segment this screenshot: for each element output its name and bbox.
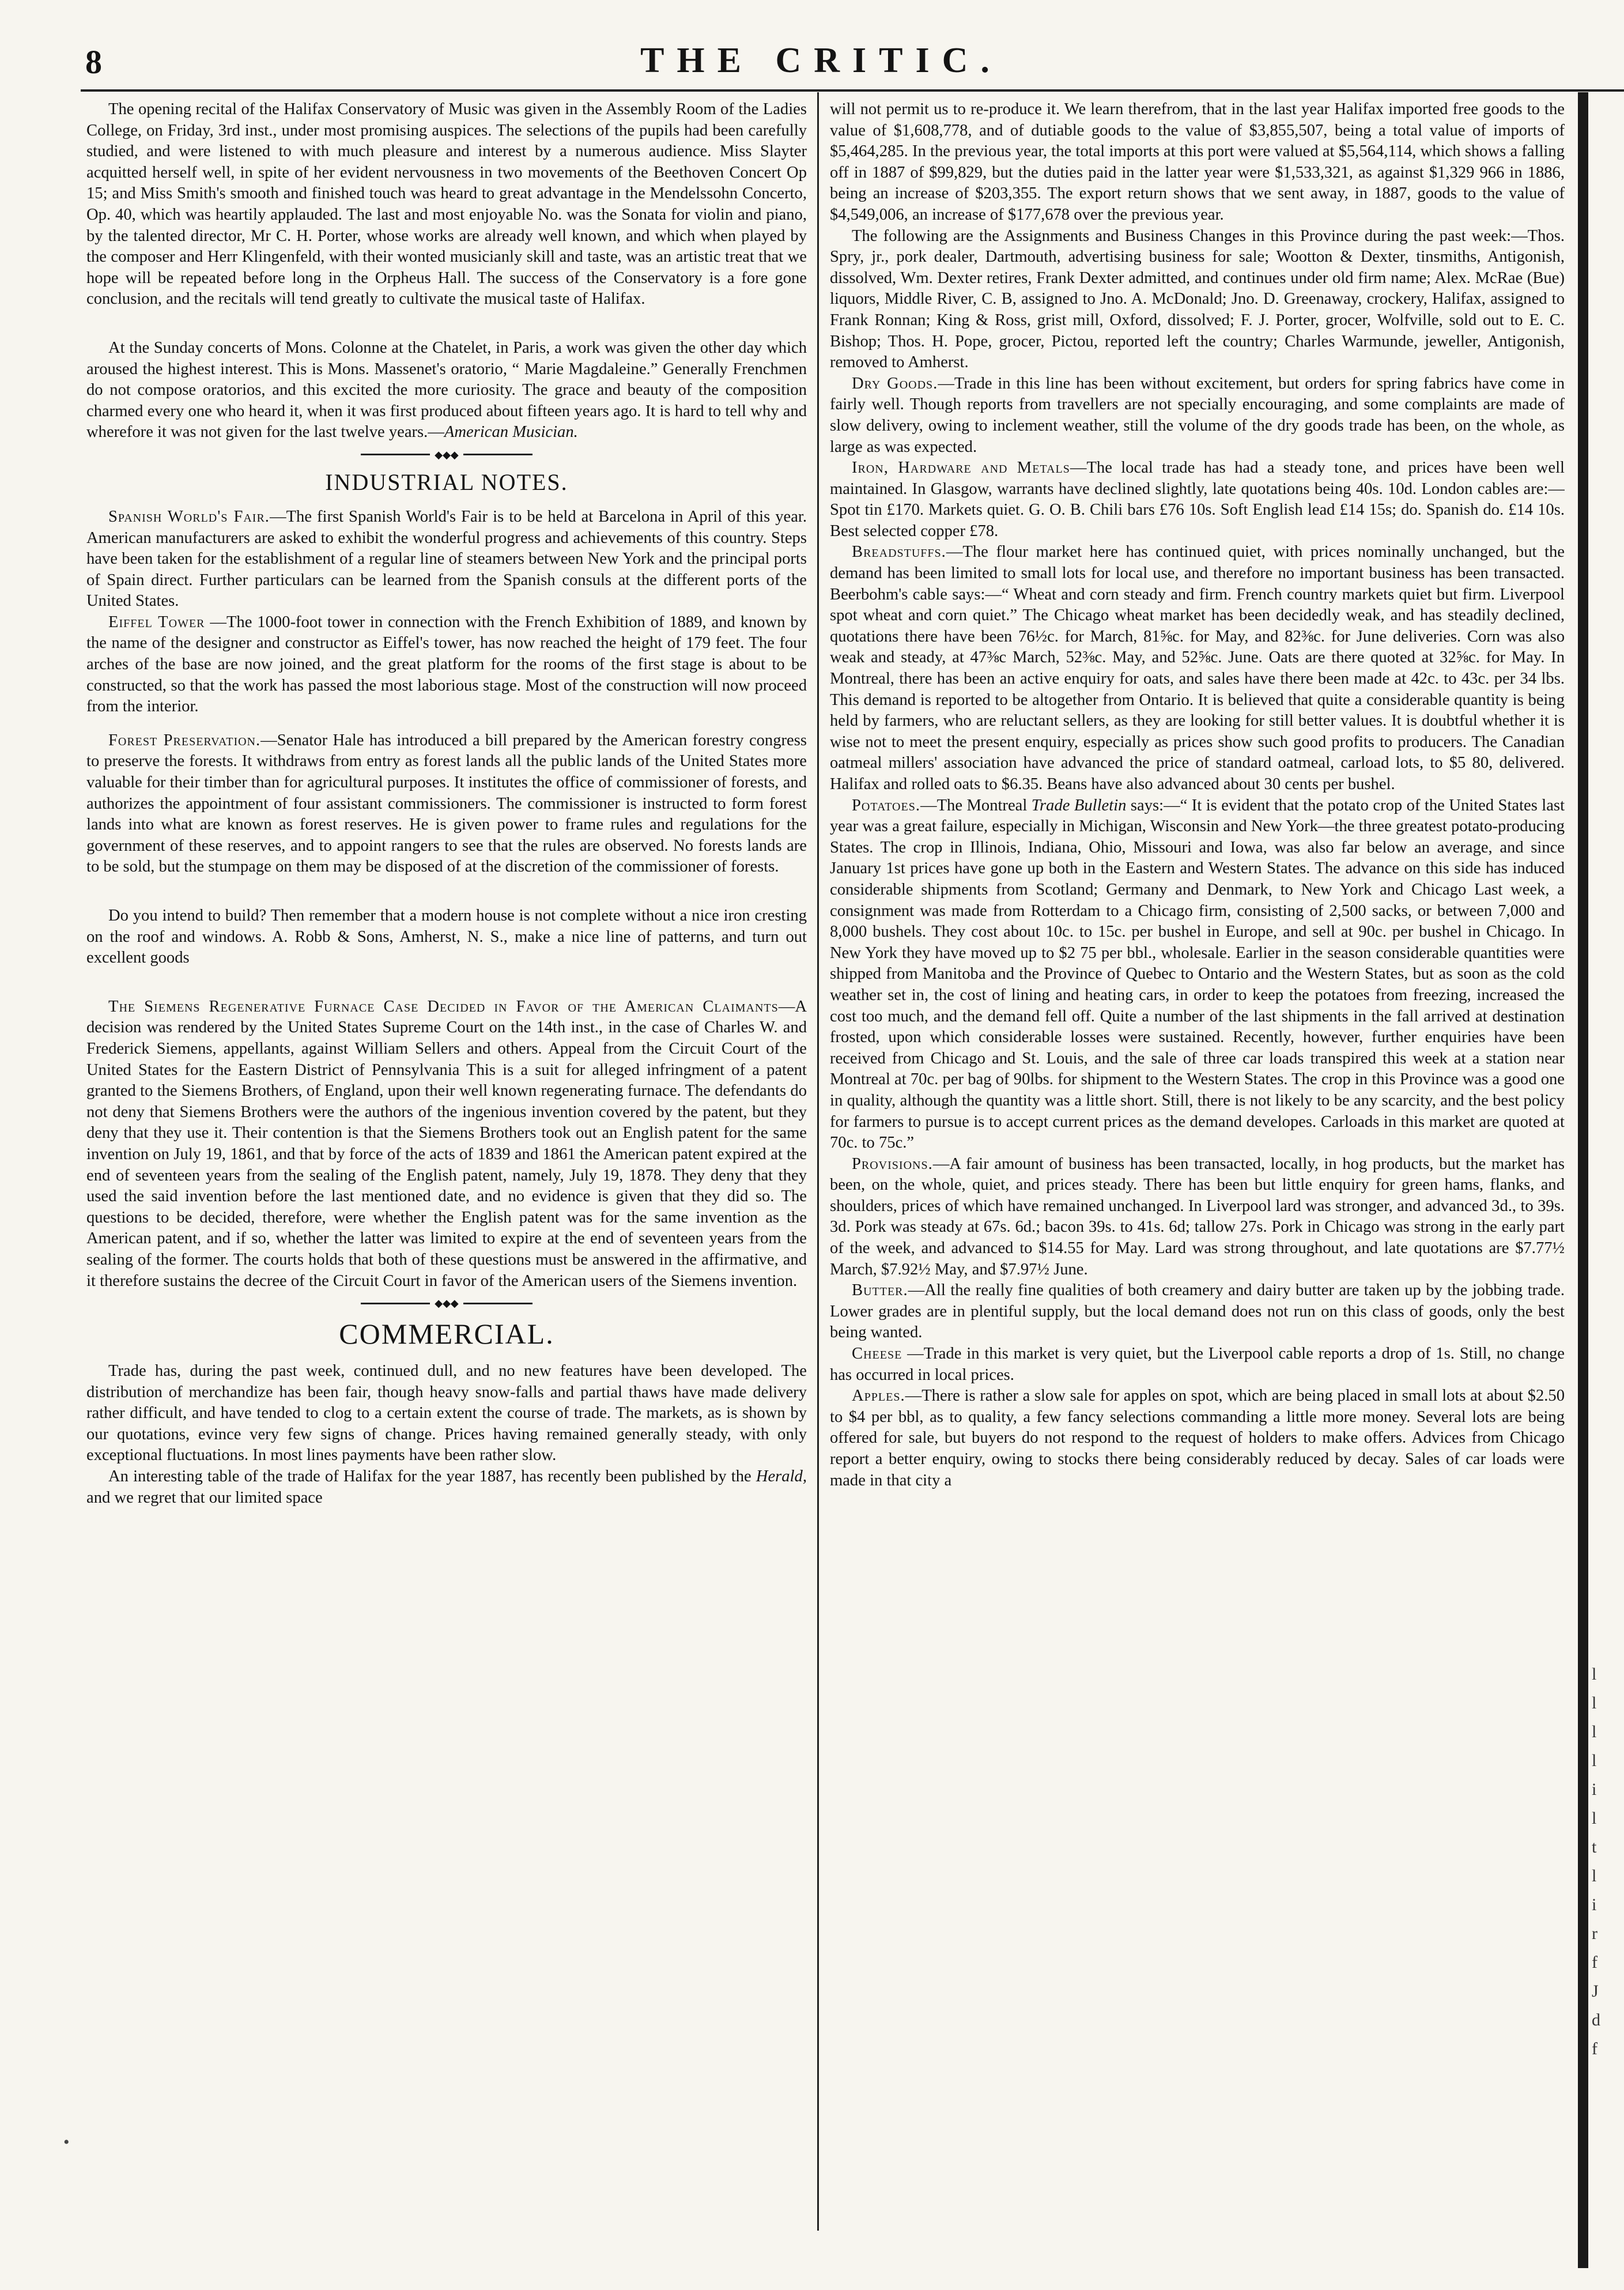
column-divider [817,92,819,2231]
cheese-text: —Trade in this market is very quiet, but the Liverpool cable reports a drop of 1s. Still, no change has occurred in local prices. [830,1345,1565,1384]
iron-heading: Iron, Hardware and Metals [852,459,1070,477]
potatoes-paragraph [830,795,1565,1154]
newspaper-title: THE CRITIC. [640,41,1002,80]
margin-letter: f [1592,1953,1597,1972]
adjacent-page-margin [1592,1660,1615,2063]
masthead [81,40,1562,86]
commercial-trade-table [86,1466,807,1508]
spanish-fair-heading: Spanish World's Fair. [108,507,270,526]
trade-table-text: An interesting table of the trade of Halifax for the year 1887, has recently been published by the [108,1467,756,1486]
dry-goods-paragraph [830,374,1565,458]
section-ornament: ◆◆◆ [86,448,807,462]
margin-letter: l [1592,1722,1597,1741]
butter-heading: Butter. [852,1281,908,1300]
spanish-fair-article [86,507,807,612]
margin-letter: l [1592,1866,1597,1885]
eiffel-tower-text: —The 1000-foot tower in connection with the French Exhibition of 1889, and known by the name of the designer and constructor as Eiffel's tower, has now reached the height of 179 feet. The four arches of the base are now joined, and the great platform for the rooms of the first stage is about to be constructed, so that the work has passed the most laborious stage. Most of the construction will now proceed from the interior. [86,613,807,716]
oratorio-text: At the Sunday concerts of Mons. Colonne at the Chatelet, in Paris, a work was given the other day which aroused the highest interest. This is Mons. Massenet's oratorio, “ Marie Magdaleine.” Generally Frenchmen do not compose oratorios, and this excited the more curiosity. The grace and beauty of the composition charmed every one who heard it, when it was first produced about fifteen years ago. It is hard to tell why and wherefore it was not given for the last twelve years.— [86,338,807,442]
apples-text: —There is rather a slow sale for apples on spot, which are being placed in small lots at about $2.50 to $4 per bbl, as to quality, a few fancy selections commanding a little more money. Several lots are being offered for sale, but buyers do not respond to the request of holders to make offers. Advices from Chicago report a better enquiry, owing to stocks there being considerably reduced by decay. Sales of car loads were made in that city a [830,1387,1565,1489]
masthead-rule [81,89,1624,92]
siemens-heading: The Siemens Regenerative Furnace Case Decided in Favor of the American Claimants [108,997,779,1016]
trade-bulletin-name: Trade Bulletin [1031,796,1127,814]
margin-letter: l [1592,1751,1597,1770]
margin-letter: r [1592,1924,1597,1943]
apples-heading: Apples. [852,1387,905,1405]
page-number: 8 [85,43,102,81]
commercial-heading: COMMERCIAL. [339,1318,554,1350]
provisions-text: —A fair amount of business has been transacted, locally, in hog products, but the market has been, on the whole, quiet, and prices steady. There has been but little enquiry for green hams, flanks, and shoulders, prices of which have remained unchanged. In Liverpool lard was stronger, and advanced 3d., to 39s. 3d. Pork was steady at 67s. 6d.; bacon 39s. to 41s. 6d; tallow 27s. Pork in Chicago was strong in the early part of the week, and advanced to $14.55 for May. Lard was strong throughout, and late quotations are $7.77½ March, $7.92½ May, and $7.97½ June. [830,1155,1565,1278]
margin-letter: t [1592,1838,1597,1857]
margin-letter: J [1592,1982,1599,2001]
trade-table-text-end: and we regret that our limited space [86,1488,323,1507]
siemens-text: —A decision was rendered by the United States Supreme Court on the 14th inst., in the case of Charles W. and Frederick Siemens, appellants, against William Sellers and others. Appeal from the Circuit Court of the United States for the Eastern District of Pennsylvania This is a suit for alleged infringment of a patent granted to the Siemens Brothers, of England, upon their well known regenerating furnace. The defendants do not deny that Siemens Brothers were the authors of the ingenious invention covered by the patent, but they deny that they use it. Their contention is that the Siemens Brothers took out an English patent for the same invention on July 19, 1861, and that by force of the acts of 1839 and 1861 the American patent expired at the end of seventeen years from the sealing of the English patent, namely, July 19, 1878. They deny that they used the said invention before the last mentioned date, and no evidence is given that they did so. The questions to be decided, therefore, were whether the English patent was for the same invention as the American patent, and if so, whether the latter was limited to expire at the end of seventeen years from the sealing of the former. The courts holds that both of these questions must be answered in the affirmative, and it therefore sustains the decree of the Circuit Court in favor of the American users of the Siemens invention. [86,997,807,1290]
forest-heading: Forest Preservation. [108,731,261,749]
conservatory-article: The opening recital of the Halifax Conservatory of Music was given in the Assembly Room of the Ladies College, on Friday, 3rd inst., under most promising auspices. The selections of the pupils had been carefully studied, and were listened to with much pleasure and interest by a numerous audience. Miss Slayter acquitted herself well, in spite of her evident nervousness in two movements of the Beethoven Concert Op 15; and Miss Smith's smooth and finished touch was heard to great advantage in the Mendelssohn Concerto, Op. 40, which was heartily applauded. The last and most enjoyable No. was the Sonata for violin and piano, by the talented director, Mr C. H. Porter, whose works are already well known, and which when played by the composer and Herr Klingenfeld, with their wonted musicianly skill and taste, was an artistic treat that we hope will be repeated before long in the Orpheus Hall. The success of the Conservatory is a fore gone conclusion, and the recitals will tend greatly to cultivate the musical taste of Halifax. [86,100,807,308]
breadstuffs-text: —The flour market here has continued quiet, with prices nominally unchanged, but the demand has been limited to small lots for local use, and therefore no important business has been transacted. Beerbohm's cable says:—“ Wheat and corn steady and firm. French country markets quiet but firm. Liverpool spot wheat and corn quiet.” The Chicago wheat market has been decidedly weak, and has steadily declined, quotations there have been 76½c. for March, 81⅝c. for May, and 82⅜c. for June deliveries. Corn was also weak and steady, at 47⅜c March, 52⅜c. May, and 52⅝c. June. Oats are there quoted at 32⅝c. for May. In Montreal, there has been an active enquiry for oats, and sales have there been made at 42c. to 43c. per 34 lbs. This demand is reported to be altogether from Ontario. It is believed that quite a considerable quantity is being held by farmers, who are reluctant sellers, as they are looking for still better values. It is doubtful whether it is wise not to meet the present enquiry, especially as prices show such good profits to producers. The Canadian oatmeal millers' association have advanced the price of standard oatmeal, carload lots, to $5 80, delivered. Halifax and rolled oats to $6.35. Beans have also advanced about 30 cents per bushel. [830,543,1565,793]
left-column [86,99,807,2255]
margin-letter: l [1592,1693,1597,1712]
provisions-heading: Provisions. [852,1155,933,1173]
iron-text: —The local trade has had a steady tone, and prices have been well maintained. In Glasgow, warrants have declined slightly, late quotations being 40s. 10d. London cables are:—Spot tin £170. Markets quiet. G. O. B. Chili bars £76 10s. Soft English lead £14 15s; do. Spanish do. £14 10s. Best selected copper £78. [830,459,1565,540]
margin-letter: i [1592,1780,1597,1799]
forest-article [86,730,807,878]
margin-letter: i [1592,1895,1597,1914]
margin-letter: f [1592,2039,1597,2058]
breadstuffs-heading: Breadstuffs. [852,543,946,561]
section-ornament: ◆◆◆ [86,1296,807,1310]
margin-letter: d [1592,2010,1600,2029]
provisions-paragraph [830,1154,1565,1281]
commercial-intro: Trade has, during the past week, continued dull, and no new features have been developed. The distribution of merchandize has been fair, though heavy snow-falls and partial thaws have made delivery rather difficult, and have tended to clog to a certain extent the course of trade. The markets, as is shown by our quotations, evince very few signs of change. Prices having remained generally steady, with only exceptional fluctuations. In most lines payments have been rather slow. [86,1362,807,1465]
print-speck: • [63,2133,70,2152]
margin-letter: l [1592,1809,1597,1828]
margin-letter: l [1592,1665,1597,1684]
iron-paragraph [830,458,1565,542]
trade-figures-paragraph: will not permit us to re-produce it. We learn therefrom, that in the last year Halifax imported free goods to the value of $1,608,778, and of dutiable goods to the value of $3,855,507, being a total value of imports of $5,464,285. In the previous year, the total imports at this port were valued at $5,564,114, which shows a falling off in 1887 of $99,829, but the duties paid in the latter year were $1,533,321, as against $1,329 966 in 1886, being an increase of $203,355. The export return shows that we sent away, in 1887, goods to the value of $4,549,006, an increase of $177,678 over the previous year. [830,100,1565,224]
assignments-paragraph: The following are the Assignments and Business Changes in this Province during the past week:—Thos. Spry, jr., pork dealer, Dartmouth, advertising business for sale; Wootton & Dexter, tinsmiths, Antigonish, dissolved, Wm. Dexter retires, Frank Dexter admitted, and continues under old firm name; Alex. McRae (Bue) liquors, Middle River, C. B, assigned to Jno. A. McDonald; Jno. D. Greenaway, crockery, Halifax, assigned to Frank Ronnan; King & Ross, grist mill, Oxford, dissolved; F. J. Porter, grocer, Wolfville, sold out to E. C. Bishop; Thos. H. Pope, grocer, Pictou, reported left the country; Charles Warmunde, jeweller, Antigonish, removed to Amherst. [830,227,1565,372]
oratorio-source: American Musician. [444,423,578,442]
eiffel-tower-article [86,612,807,718]
industrial-notes-heading: INDUSTRIAL NOTES. [325,469,568,495]
oratorio-article [86,338,807,443]
butter-paragraph [830,1280,1565,1344]
dry-goods-heading: Dry Goods. [852,374,938,393]
apples-paragraph [830,1386,1565,1491]
breadstuffs-paragraph [830,542,1565,795]
spanish-fair-text: —The first Spanish World's Fair is to be held at Barcelona in April of this year. American manufacturers are asked to exhibit the wonderful progress and achievements of this country. Steps have been taken for the establishment of a regular line of steamers between New York and the principal ports of Spain direct. Further particulars can be learned from the Spanish consuls at the different ports of the United States. [86,507,807,610]
siemens-article [86,997,807,1292]
potatoes-text: —The Montreal [920,796,1032,814]
potatoes-heading: Potatoes. [852,796,920,814]
eiffel-tower-heading: Eiffel Tower [108,613,205,631]
right-column [830,99,1565,2255]
dry-goods-text: —Trade in this line has been without excitement, but orders for spring fabrics have come in fairly well. Though reports from travellers are not specially encouraging, and some complaints are made of slow delivery, owing to inclement weather, still the volume of the dry goods trade has been, on the whole, as large as was expected. [830,374,1565,456]
cresting-advert: Do you intend to build? Then remember that a modern house is not complete without a nice iron cresting on the roof and windows. A. Robb & Sons, Amherst, N. S., make a nice line of patterns, and turn out excellent goods [86,907,807,967]
forest-text: —Senator Hale has introduced a bill prepared by the American forestry congress to preserve the forests. It withdraws from entry as forest lands all the public lands of the United States more valuable for their timber than for agricultural purposes. It institutes the office of commissioner of forests, and authorizes the appointment of four assistant commissioners. The commissioner is instructed to form forest lands into what are known as forest reserves. He is given power to frame rules and regulations for the government of these reserves, and to appoint rangers to see that the rules are observed. No forests lands are to be sold, but the stumpage on them may be disposed of at the discretion of the commissioner of forests. [86,731,807,876]
potatoes-text-rest: says:—“ It is evident that the potato crop of the United States last year was a great failure, especially in Michigan, Wisconsin and New York—the three greatest potato-producing States. The crop in Illinois, Indiana, Ohio, Missouri and Iowa, was also far below an average, and since January 1st prices have gone up both in the Eastern and Western States. The advance on this side has induced considerable shipments from Scotland; Germany and Denmark, to New York and Chicago Last week, a consignment was made from Rotterdam to a Chicago firm, consisting of 2,500 sacks, or between 7,000 and 8,000 bushels. They cost about 10c. to 15c. per bushel in Europe, and sell at 90c. per bushel in Chicago. In New York they have moved up to $2 75 per bbl., wholesale. Earlier in the season considerable quantities were shipped from Manitoba and the Province of Quebec to Ontario and the Western States, but as soon as the cold weather set in, the cost of lining and heating cars, in order to keep the potatoes from freezing, increased the cost too much, and the demand fell off. Quite a number of the last shipments in the fall arrived at destination frosted, upon which considerable losses were sustained. Recently, however, further enquiries have been received from Chicago and St. Louis, and the sale of three car loads transpired this week at a station near Montreal at 70c. per bag of 90lbs. for shipment to the Western States. The crop in this Province was a good one in quality, although the quantity was a little short. Still, there is not likely to be any scarcity, and the best policy for farmers to pursue is to accept current prices as the demand developes. Carloads in this market are quoted at 70c. to 75c.” [830,796,1565,1152]
cheese-heading: Cheese [852,1345,902,1363]
page-edge-shadow [1578,92,1588,2268]
cheese-paragraph [830,1344,1565,1386]
butter-text: —All the really fine qualities of both creamery and dairy butter are taken up by the jobbing trade. Lower grades are in plentiful supply, but the local demand does not run on this class of goods, only the best being wanted. [830,1281,1565,1342]
herald-name: Herald, [756,1467,807,1486]
